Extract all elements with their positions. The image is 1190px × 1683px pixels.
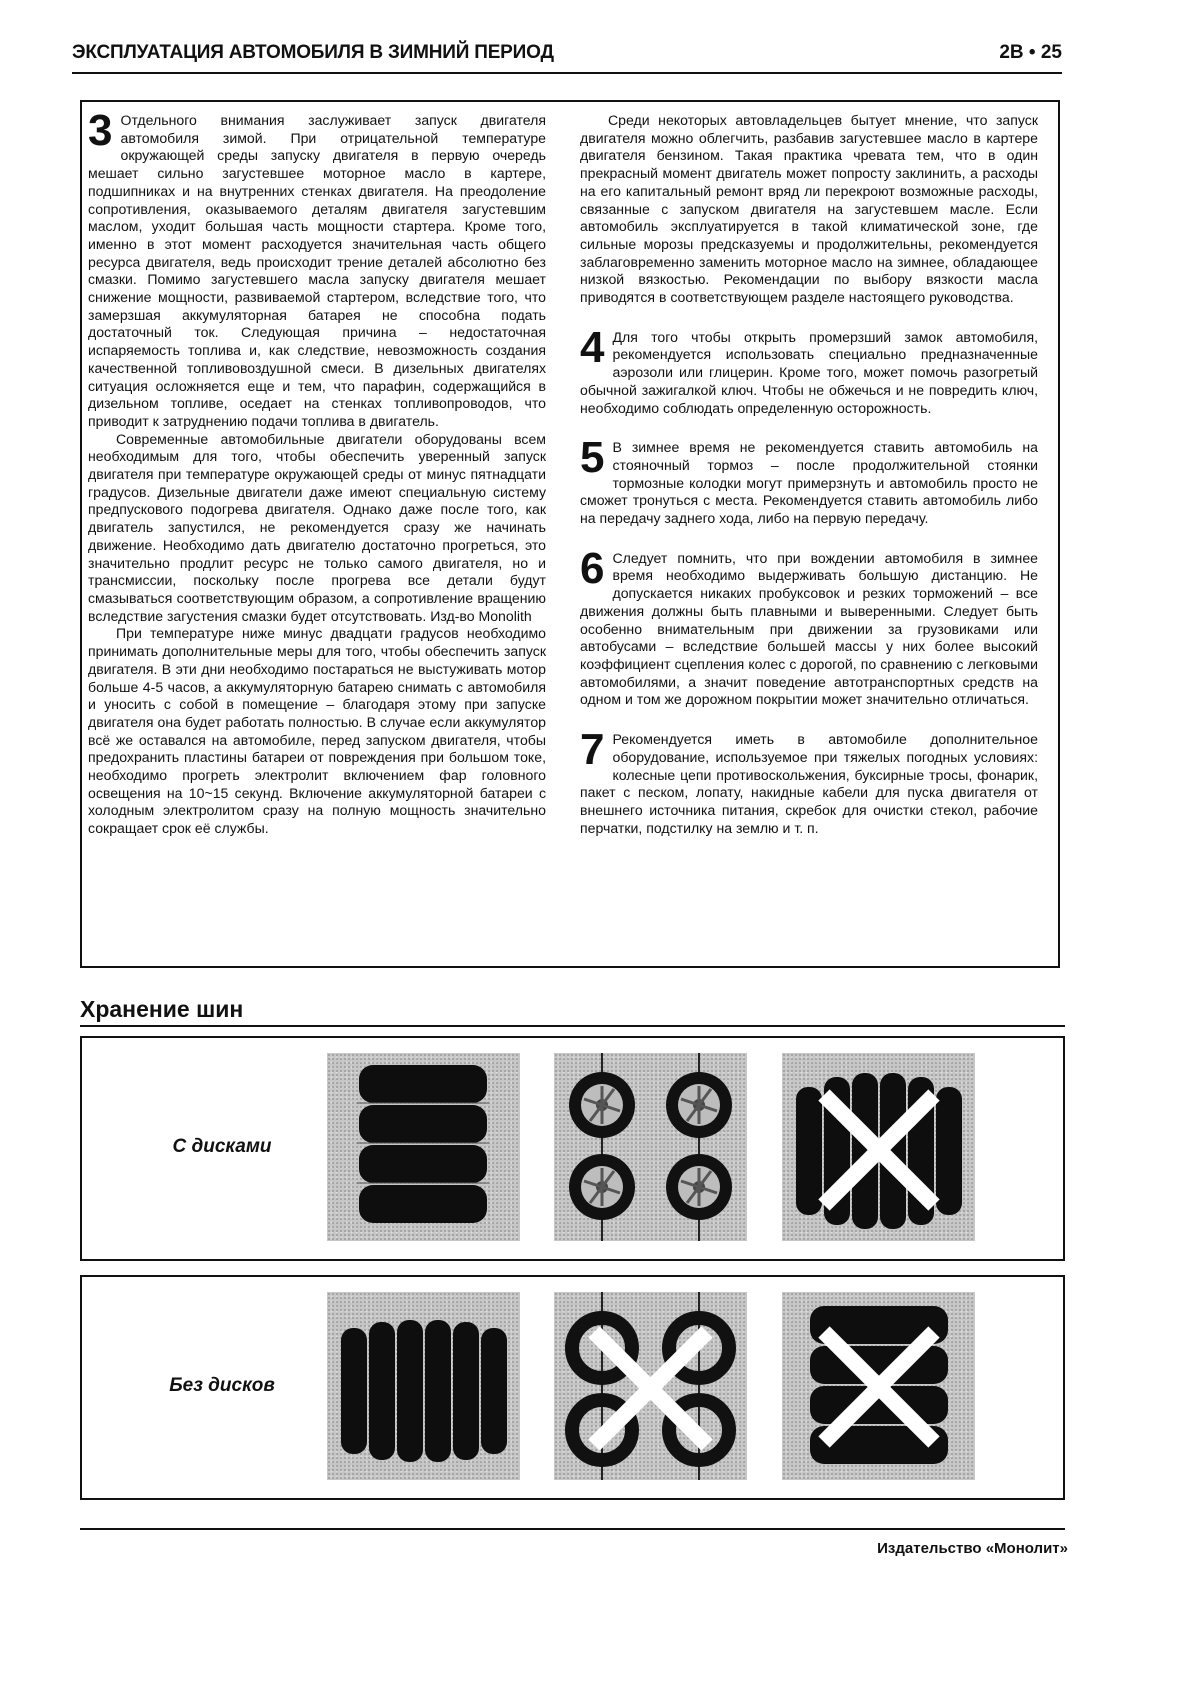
row-label-without-rims: Без дисков [169,1375,275,1396]
item-number: 3 [88,106,113,155]
publisher-credit: Издательство «Монолит» [877,1540,1068,1557]
stacked-tires-without-rims-crossed-image [782,1292,975,1480]
stacked-tires-crossed-icon [782,1292,975,1480]
left-column [88,106,546,860]
row-label-with-rims: С дисками [172,1136,272,1157]
upright-tires-with-rims-crossed-image [782,1053,975,1241]
item-number: 7 [580,725,605,775]
item-3 [88,106,546,838]
item-5-paragraph [580,433,1038,528]
right-column [580,112,1038,859]
page-number: 2В • 25 [999,42,1062,63]
item-4-paragraph [580,322,1038,418]
item-6-paragraph [580,543,1038,709]
item-number: 4 [580,322,605,372]
text-frame [80,100,1060,968]
item-7 [580,725,1038,837]
section-heading: Хранение шин [80,996,244,1022]
footer-rule [80,1528,1065,1530]
paragraph-text: В зимнее время не рекомендуется ставить автомобиль на стояночный тормоз – после продолжительной стоянки тормозные колодки могут примерзнуть и автомобиль просто не сможет тронуться с места. Рекомендуется ставить автомобиль либо на передачу заднего хода, либо на первую передачу. [580,439,1038,527]
upright-tires-crossed-icon [782,1053,975,1241]
item-number: 5 [580,433,605,483]
item-3-paragraph-2: Современные автомобильные двигатели оборудованы всем необходимым для того, чтобы обеспечить уверенный запуск двигателя при температуре окружающей среды от минус пятнадцати градусов. Дизельные двигатели даже имеют специальную систему предпускового подогрева двигателя. Однако даже после того, как двигатель запустился, не рекомендуется сразу же начинать движение. Необходимо дать двигателю достаточно прогреться, это значительно продлит ресурс не только самого двигателя, но и трансмиссии, поскольку после прогрева все детали будут смазываться соответствующим образом, а сопротивление вращению вследствие загустения смазки будет отсутствовать. Изд-во Monolith [88,430,546,624]
paragraph-text: Рекомендуется иметь в автомобиле дополнительное оборудование, используемое при тяжелых погодных условиях: колесные цепи противоскольжения, буксирные тросы, фонарик, пакет с песком, лопату, накидные кабели для пуска двигателя от внешнего источника питания, скребок для очистки стекол, рабочие перчатки, подстилку на землю и т. п. [580,731,1038,836]
item-7-paragraph [580,725,1038,837]
hanging-wheels-with-rims-image [554,1053,747,1241]
page-header [72,40,1062,74]
item-3-paragraph-1 [88,106,546,431]
stacked-tires-icon [327,1053,520,1241]
stacked-tires-with-rims-image [327,1053,520,1241]
storage-panel-with-rims [80,1036,1065,1261]
hanging-tires-without-rims-crossed-image [554,1292,747,1480]
item-3-continued [580,112,1038,307]
item-6 [580,543,1038,709]
item-number: 6 [580,543,605,593]
paragraph-text: Отдельного внимания заслуживает запуск двигателя автомобиля зимой. При отрицательной температуре окружающей среды запуску двигателя в первую очередь мешает сильно загустевшее моторное масло в картере, подшипниках и на внутренних стенках двигателя. На преодоление сопротивления, оказываемого деталям двигателя загустевшим маслом, уходит большая часть мощности стартера. Кроме того, именно в этот момент расходуется значительная часть общего ресурса двигателя, ведь происходит трение деталей абсолютно без смазки. Помимо загустевшего масла запуску двигателя мешает снижение мощности, развиваемой стартером, вследствие того, что замерзшая аккумуляторная батарея не способна подать достаточный ток. Следующая причина – недостаточная испаряемость топлива и, как следствие, невозможность создания качественной топливовоздушной смеси. В дизельных двигателях ситуация осложняется еще и тем, что парафин, содержащийся в дизельном топливе, оседает на стенках топливопроводов, что приводит к затруднению подачи топлива в двигатель. [88,112,546,429]
storage-panel-without-rims [80,1275,1065,1500]
hanging-tires-crossed-icon [554,1292,747,1480]
item-3-paragraph-4: Среди некоторых автовладельцев бытует мнение, что запуск двигателя можно облегчить, разбавив загустевшее масло в картере двигателя бензином. Такая практика чревата тем, что в один прекрасный момент двигатель может попросту заклинить, а расходы на его капитальный ремонт вряд ли перекроют возможные расходы, связанные с запуском двигателя на загустевшем масле. Если автомобиль эксплуатируется в такой климатической зоне, где сильные морозы предсказуемы и продолжительны, рекомендуется заблаговременно заменить моторное масло на зимнее, обладающее низкой вязкостью. Рекомендации по выбору вязкости масла приводятся в соответствующем разделе настоящего руководства. [580,112,1038,306]
hanging-wheels-icon [554,1053,747,1241]
upright-tires-without-rims-image [327,1292,520,1480]
item-3-paragraph-3: При температуре ниже минус двадцати градусов необходимо принимать дополнительные меры для того, чтобы обеспечить запуск двигателя. В эти дни необходимо постараться не выстуживать мотор больше 4-5 часов, а аккумуляторную батарею снимать с автомобиля и уносить с собой в помещение – благодаря этому при запуске двигателя она будет работать полностью. В случае если аккумулятор всё же оставался на автомобиле, перед запуском двигателя, чтобы предохранить пластины батареи от повреждения при большом токе, необходимо прогреть электролит включением фар головного освещения на 10~15 секунд. Включение аккумуляторной батареи с холодным электролитом сразу на полную мощность значительно сокращает срок её службы. [88,625,546,837]
item-4 [580,322,1038,418]
section-title [80,995,1065,1027]
item-5 [580,433,1038,528]
upright-tires-icon [327,1292,520,1480]
paragraph-text: Следует помнить, что при вождении автомобиля в зимнее время необходимо выдерживать большую дистанцию. Не допускается никаких пробуксовок и резких торможений – все движения должны быть плавными и выверенными. Следует быть особенно внимательным при движении за грузовиками или автобусами – вследствие большей массы у них более высокий коэффициент сцепления колес с дорогой, по сравнению с легковыми автомобилями, а значит поведение автотранспортных средств на одном и том же дорожном покрытии может значительно отличаться. [580,549,1038,708]
chapter-title: ЭКСПЛУАТАЦИЯ АВТОМОБИЛЯ В ЗИМНИЙ ПЕРИОД [72,42,554,63]
paragraph-text: Для того чтобы открыть промерзший замок автомобиля, рекомендуется использовать специально предназначенные аэрозоли или глицерин. Кроме того, может помочь разогретый обычной зажигалкой ключ. Чтобы не обжечься и не повредить ключ, необходимо соблюдать определенную осторожность. [580,328,1038,416]
